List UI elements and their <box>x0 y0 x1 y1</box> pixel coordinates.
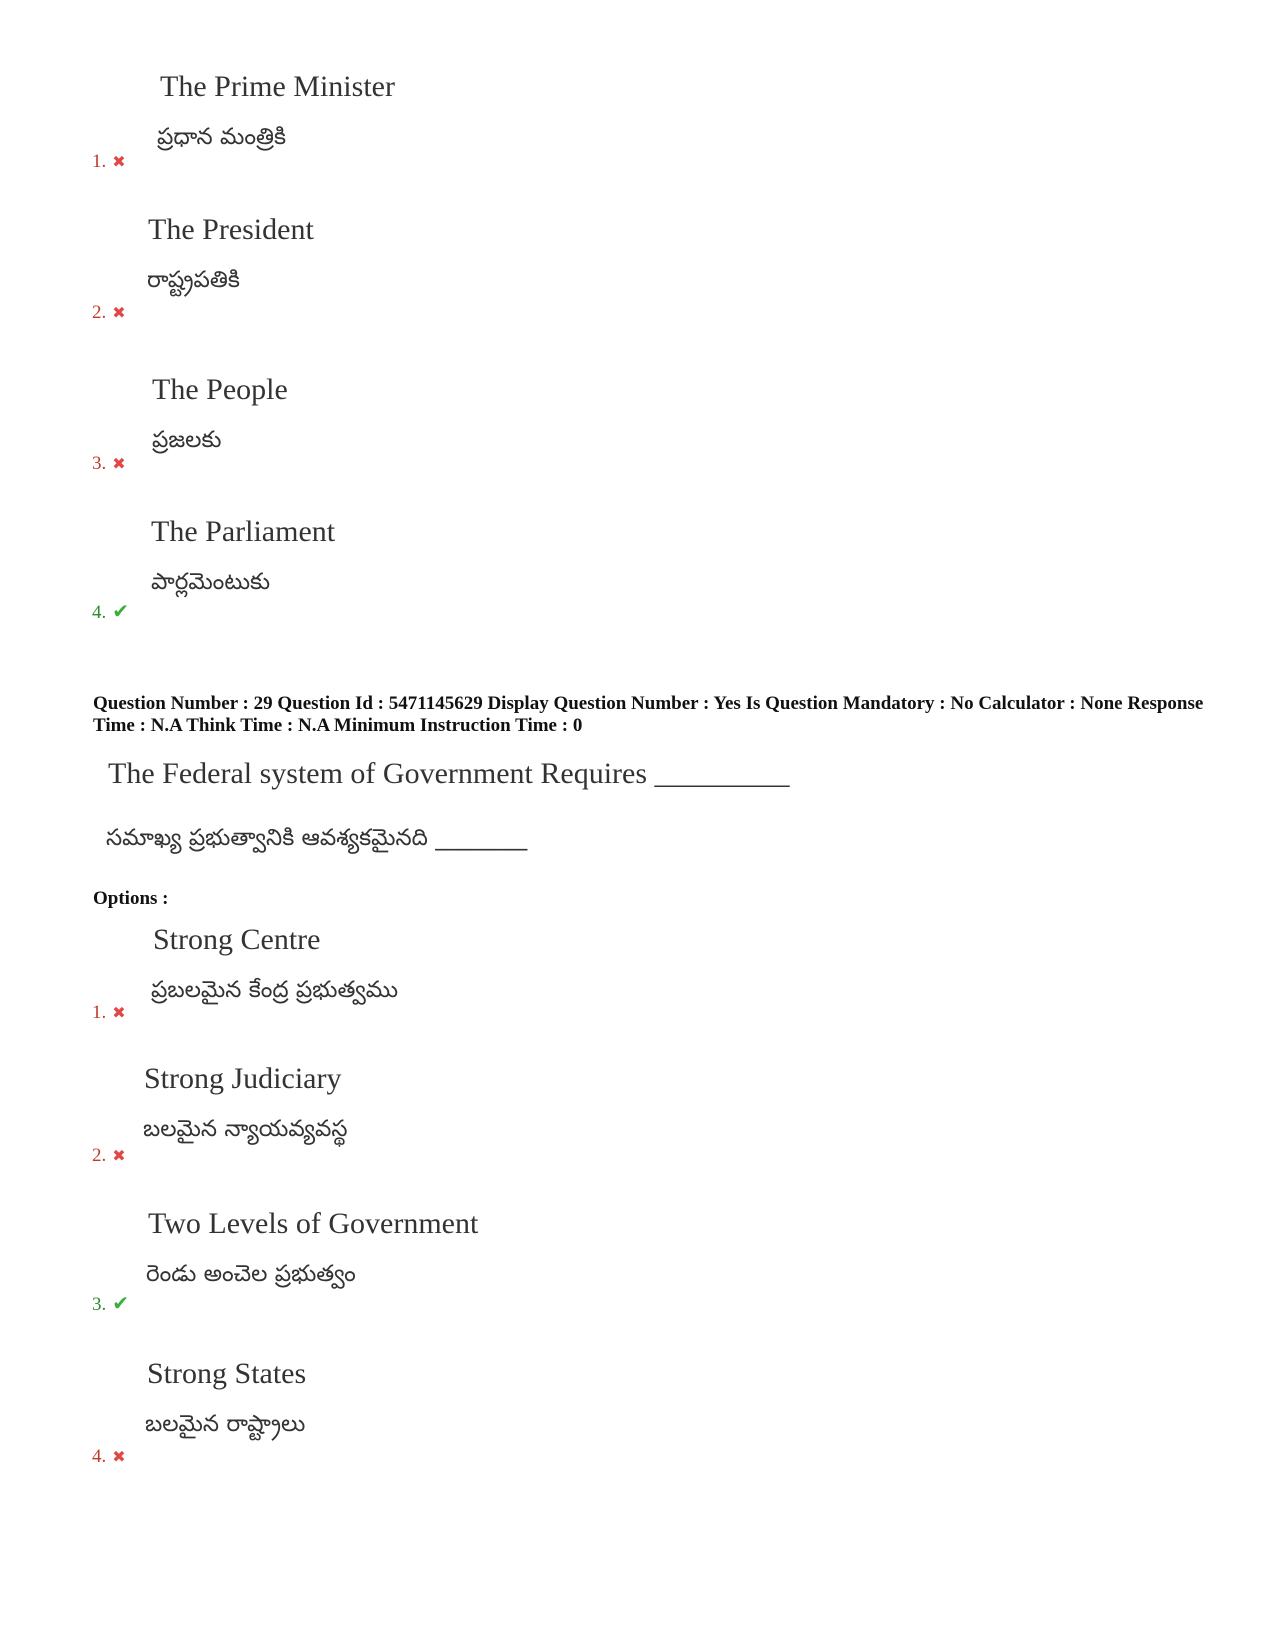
option-number-label: 2. <box>92 302 107 323</box>
cross-icon: ✖ <box>112 305 126 322</box>
question-text-english: The Federal system of Government Requires _________ <box>108 757 790 790</box>
option-3-english: Two Levels of Government <box>148 1207 479 1240</box>
prev-option-4-english: The Parliament <box>151 515 336 548</box>
option-4-telugu: బలమైన రాష్ట్రాలు <box>145 1411 306 1437</box>
prev-option-2-number <box>92 302 126 324</box>
option-number-label: 3. <box>92 453 107 474</box>
option-2-english: Strong Judiciary <box>144 1062 342 1095</box>
cross-icon: ✖ <box>112 1148 126 1165</box>
prev-option-2-telugu: రాష్ట్రపతికి <box>147 267 240 293</box>
option-4-number <box>92 1446 126 1468</box>
check-icon: ✔ <box>112 1293 130 1315</box>
option-number-label: 4. <box>92 1446 107 1467</box>
option-1-english: Strong Centre <box>153 923 321 956</box>
option-number-label: 1. <box>92 1002 107 1023</box>
prev-option-3-number <box>92 453 126 475</box>
option-1-telugu: ప్రబలమైన కేంద్ర ప్రభుత్వము <box>151 977 399 1003</box>
question-text-telugu: సమాఖ్య ప్రభుత్వానికి ఆవశ్యకమైనది ________ <box>106 825 528 851</box>
cross-icon: ✖ <box>112 1449 126 1466</box>
option-2-number <box>92 1145 126 1167</box>
prev-option-4-number <box>92 599 129 624</box>
prev-option-4-telugu: పార్లమెంటుకు <box>151 569 271 595</box>
option-number-label: 2. <box>92 1145 107 1166</box>
check-icon: ✔ <box>112 601 130 623</box>
cross-icon: ✖ <box>112 154 126 171</box>
option-3-number <box>92 1291 129 1316</box>
prev-option-3-telugu: ప్రజలకు <box>152 427 222 453</box>
prev-option-3-english: The People <box>152 373 288 406</box>
option-number-label: 1. <box>92 151 107 172</box>
prev-option-1-english: The Prime Minister <box>160 70 395 103</box>
prev-option-2-english: The President <box>148 213 314 246</box>
option-3-telugu: రెండు అంచెల ప్రభుత్వం <box>146 1261 356 1287</box>
option-1-number <box>92 1002 126 1024</box>
question-meta: Question Number : 29 Question Id : 5471145629 Display Question Number : Yes Is Question Mandatory : No Calculator : None Response Time : N.A Think Time : N.A Minimum Instruction Time : 0 <box>93 693 1204 736</box>
prev-option-1-telugu: ప్రధాన మంత్రికి <box>157 124 287 150</box>
prev-option-1-number <box>92 151 126 173</box>
cross-icon: ✖ <box>112 456 126 473</box>
option-4-english: Strong States <box>147 1357 307 1390</box>
cross-icon: ✖ <box>112 1005 126 1022</box>
option-number-label: 4. <box>92 602 107 623</box>
option-2-telugu: బలమైన న్యాయవ్యవస్థ <box>143 1116 348 1142</box>
option-number-label: 3. <box>92 1294 107 1315</box>
options-label: Options : <box>93 888 169 909</box>
